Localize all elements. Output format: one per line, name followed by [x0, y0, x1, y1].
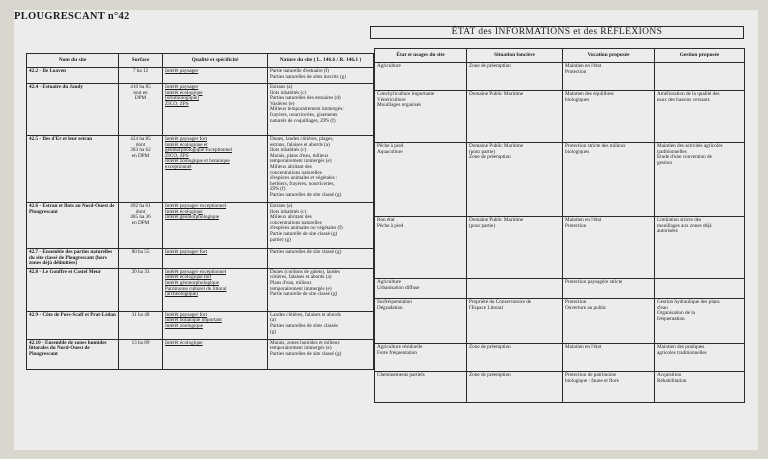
cell-line: (a)	[270, 317, 276, 324]
cell-line: Intérêt paysager fort	[165, 136, 208, 142]
cell-gestion	[655, 91, 745, 143]
cell-line: Maintien en l'état	[565, 344, 602, 350]
cell-fonciere	[467, 279, 563, 299]
table-row	[27, 249, 374, 269]
cell-line: Marais, plans d'eau, milieux	[270, 152, 329, 159]
site-name: 42.2 - Ile Loaven	[27, 68, 119, 84]
cell-line: Intérêt zoologique	[165, 322, 203, 329]
table-row	[375, 279, 745, 299]
cell-line: Intérêt géomorphologique	[165, 214, 220, 221]
site-nature	[268, 339, 374, 369]
table-row	[375, 299, 745, 344]
cell-line: Étude d'une convention de	[657, 154, 712, 161]
cell-line: Marais, zones humides et milieux	[270, 339, 340, 346]
cell-line: Protection	[565, 68, 587, 75]
cell-line: Parties naturelles de site classé (g)	[270, 249, 342, 255]
cell-line: Pêche à pied	[377, 143, 404, 149]
document-title: PLOUGRESCANT n°42	[14, 11, 130, 22]
cell-line: Estrans (a)	[270, 203, 293, 209]
cell-line: Domaine Public Maritime	[469, 91, 524, 97]
table-row	[375, 372, 745, 403]
cell-line: tout en	[133, 89, 148, 96]
cell-line: Partie naturelle de site classé (g)	[270, 291, 338, 298]
cell-line: 383 ha 62	[130, 147, 151, 154]
table-row	[375, 63, 745, 91]
cell-line: Zone de préemption	[469, 63, 511, 69]
table-row	[27, 339, 374, 369]
cell-line: dont	[135, 141, 146, 148]
site-surface	[119, 268, 163, 311]
cell-line: herbiers, frayères, nourriceries,	[270, 180, 335, 187]
header-gestion: Gestion proposée	[655, 49, 745, 63]
cell-line: Protection	[565, 299, 587, 305]
cell-line: ZICO, ZPS	[165, 100, 189, 107]
cell-line: Organisation de la	[657, 310, 695, 317]
cell-line: Parties naturelles des estuaires (d)	[270, 95, 341, 102]
table-row	[27, 84, 374, 136]
cell-line: Bon état	[377, 217, 395, 223]
cell-line: 80 ha 55	[131, 249, 150, 255]
cell-line: concentrations naturelles	[270, 169, 322, 176]
cell-gestion	[655, 217, 745, 279]
cell-line: Ilots inhabités (c)	[270, 147, 307, 154]
cell-line: naturels de coquillages, ZPS (f)	[270, 117, 336, 124]
cell-vocation	[563, 143, 655, 217]
cell-gestion	[655, 299, 745, 344]
cell-line: 13 ha 89	[131, 339, 150, 346]
cell-line: en DPM	[131, 219, 150, 226]
cell-line: Zone de préemption	[469, 154, 511, 161]
site-surface	[119, 68, 163, 84]
cell-fonciere	[467, 299, 563, 344]
cell-fonciere	[467, 217, 563, 279]
cell-line: Cheminements partiels	[377, 372, 425, 378]
site-qualite	[163, 84, 268, 136]
cell-line: (archéologique)	[165, 291, 198, 298]
cell-line: mouillages aux zones déjà	[657, 222, 712, 229]
cell-line: Pêche à pied	[377, 222, 404, 229]
table-row	[27, 136, 374, 203]
cell-line: Intérêt géomorphologique	[165, 279, 220, 286]
cell-line: agricoles traditionnelles	[657, 349, 707, 356]
cell-line: Maintien en l'état	[565, 217, 602, 223]
site-qualite	[163, 311, 268, 339]
cell-line: Protection paysagère stricte	[565, 279, 623, 285]
cell-line: 410 ha 85	[130, 84, 151, 90]
cell-line: temporairement immergés (e)	[270, 285, 332, 292]
cell-line: Milieux abritant des	[270, 214, 312, 221]
site-qualite	[163, 68, 268, 84]
site-nature	[268, 249, 374, 269]
cell-line: Dunes (cordons de galets), landes	[270, 268, 340, 275]
cell-line: Parties naturelles de site classé (g)	[270, 350, 342, 357]
cell-line: Parties naturelles de sites classés	[270, 322, 338, 329]
cell-line: Intérêt écologique	[165, 89, 203, 96]
cell-line: 424 ha 85	[130, 136, 151, 142]
cell-vocation	[563, 299, 655, 344]
cell-line: Estrans (a)	[270, 84, 293, 90]
cell-line: en DPM	[131, 152, 150, 159]
cell-etat	[375, 91, 467, 143]
site-surface	[119, 249, 163, 269]
cell-fonciere	[467, 372, 563, 403]
cell-line: Surfréquentation	[377, 299, 412, 305]
cell-line: Réhabilitation	[657, 377, 687, 384]
cell-gestion	[655, 372, 745, 403]
site-nature	[268, 136, 374, 203]
cell-line: Intérêt écologique fort	[165, 274, 212, 281]
cell-line: Plans d'eau, milieux	[270, 279, 312, 286]
cell-line: gestion	[657, 159, 672, 166]
cell-etat	[375, 143, 467, 217]
cell-line: Ilots inhabités (c)	[270, 89, 307, 96]
cell-fonciere	[467, 344, 563, 372]
cell-line: 20 ha 33	[131, 268, 150, 275]
table-row	[27, 203, 374, 249]
cell-line: l'Espace Littoral	[469, 304, 503, 311]
cell-line: (pour partie)	[469, 222, 496, 229]
cell-etat	[375, 63, 467, 91]
cell-line: Agriculture	[377, 63, 401, 69]
cell-line: Protection stricte des milieux	[565, 143, 626, 149]
cell-etat	[375, 372, 467, 403]
cell-line: Dégradation	[377, 304, 403, 311]
table-row	[375, 344, 745, 372]
table-row	[27, 311, 374, 339]
cell-line: DPM	[134, 95, 147, 102]
cell-gestion	[655, 63, 745, 91]
site-nature	[268, 84, 374, 136]
cell-line: Partie naturelle de site classé (g)	[270, 230, 338, 237]
site-surface	[119, 311, 163, 339]
cell-line: Intérêt botanique important	[165, 317, 222, 324]
cell-line: Maintien des pratiques	[657, 344, 705, 350]
cell-line: d'espèces animales et végétales :	[270, 175, 338, 182]
cell-line: Vasières (e)	[270, 100, 295, 107]
cell-fonciere	[467, 143, 563, 217]
cell-line: Intérêt paysager exceptionnel	[165, 268, 227, 275]
cell-line: dont	[135, 208, 146, 215]
cell-line: Zone de préemption	[469, 344, 511, 350]
cell-line: ZPS (f)	[270, 186, 286, 193]
cell-line: Gestion hydraulique des plans	[657, 299, 720, 305]
cell-etat	[375, 279, 467, 299]
header-vocation: Vocation proposée	[563, 49, 655, 63]
header-situation-fonciere: Situation foncière	[467, 49, 563, 63]
site-qualite	[163, 339, 268, 369]
cell-fonciere	[467, 63, 563, 91]
cell-gestion	[655, 143, 745, 217]
cell-line: Maintien des activités agricoles	[657, 143, 723, 149]
cell-line: d'eau	[657, 304, 668, 311]
header-nom-du-site: Nom du site	[27, 54, 119, 68]
cell-line: 31 ha 48	[131, 311, 150, 318]
cell-line: Maintien des équilibres	[565, 91, 614, 97]
cell-line: autorisées	[657, 228, 678, 235]
cell-line: Parties naturelles de sites inscrits (g)	[270, 73, 346, 80]
cell-line: 485 ha 36	[130, 214, 151, 221]
site-name: 42.7 - Ensemble des parties naturelles du site classé de Plougrescant (hors zones déjà délimitées)	[27, 249, 119, 269]
cell-line: Propriété du Conservatoire de	[469, 299, 532, 305]
site-nature	[268, 68, 374, 84]
cell-gestion	[655, 344, 745, 372]
site-description-table	[26, 53, 374, 370]
cell-line: Mouillages organisés	[377, 102, 422, 109]
cell-etat	[375, 299, 467, 344]
cell-line: estrans, falaises et abords (a)	[270, 141, 330, 148]
cell-line: Conchyliculture importante	[377, 91, 435, 97]
cell-line: (g)	[270, 328, 277, 335]
cell-line: Forte fréquentation	[377, 349, 417, 356]
cell-line: fréquentation	[657, 315, 685, 322]
site-qualite	[163, 268, 268, 311]
cell-line: Aquaculture	[377, 148, 403, 155]
cell-line: Intérêt paysager	[165, 68, 199, 74]
cell-line: Partie naturelle d'estuaire (f)	[270, 68, 329, 74]
cell-line: (pour partie)	[469, 148, 496, 155]
site-name: 42.10 - Ensemble de zones humides littorales du Nord-Ouest de Plougrescant	[27, 339, 119, 369]
site-qualite	[163, 203, 268, 249]
cell-line: Agriculture résiduelle	[377, 344, 423, 350]
cell-line: Patrimoine culturel du littoral	[165, 285, 227, 292]
cell-line: traditionnelles	[657, 148, 687, 155]
header-surface: Surface	[119, 54, 163, 68]
cell-fonciere	[467, 91, 563, 143]
site-qualite	[163, 249, 268, 269]
cell-line: Milieux temporairement immergés:	[270, 106, 344, 113]
site-name: 42.4 - Estuaire du Jaudy	[27, 84, 119, 136]
cell-line: Dunes, landes côtières, plages,	[270, 136, 334, 142]
cell-vocation	[563, 63, 655, 91]
cell-line: côtières, falaises et abords (a)	[270, 274, 332, 281]
cell-line: Protection de patrimoine	[565, 372, 617, 378]
site-surface	[119, 136, 163, 203]
cell-line: concentrations naturelles	[270, 219, 322, 226]
cell-line: frayères, nourriceries, gisements	[270, 111, 338, 118]
cell-line: Intérêt paysager	[165, 84, 199, 90]
cell-line: Intérêt zoologique et botanique	[165, 158, 230, 165]
cell-line: 7 ha 12	[132, 68, 149, 74]
cell-etat	[375, 217, 467, 279]
cell-line: eaux des bassins versants	[657, 96, 710, 103]
cell-line: Protection	[565, 222, 587, 229]
site-surface	[119, 84, 163, 136]
cell-line: Intérêt paysager fort	[165, 311, 208, 318]
site-nature	[268, 203, 374, 249]
site-surface	[119, 339, 163, 369]
cell-etat	[375, 344, 467, 372]
cell-line: biologique : faune et flore	[565, 377, 619, 384]
cell-line: Parties naturelles de site classé (g)	[270, 191, 342, 198]
site-nature	[268, 311, 374, 339]
cell-line: Ilots inhabités (c)	[270, 208, 307, 215]
site-qualite	[163, 136, 268, 203]
cell-gestion	[655, 279, 745, 299]
cell-vocation	[563, 91, 655, 143]
cell-line: Zone de préemption	[469, 372, 511, 378]
cell-line: Intérêt paysager fort	[165, 249, 208, 255]
table-row	[375, 91, 745, 143]
cell-line: Limitation stricte des	[657, 217, 702, 223]
cell-line: ZICO, ZPS	[165, 152, 189, 159]
cell-line: Milieux abritant des	[270, 163, 312, 170]
cell-line: Vénériculture	[377, 96, 406, 103]
cell-line: Agriculture	[377, 279, 401, 285]
cell-line: exceptionnel	[165, 163, 192, 170]
cell-vocation	[563, 344, 655, 372]
cell-line: d'espèces animales ou végétales (f)	[270, 225, 343, 232]
cell-line: Domaine Public Maritime	[469, 143, 524, 149]
header-qualite: Qualité et spécificité	[163, 54, 268, 68]
cell-line: géomorphologique exceptionnel	[165, 147, 232, 154]
header-nature: Nature du site ( L. 146.6 / R. 146.1 )	[268, 54, 374, 68]
information-reflection-table	[374, 48, 745, 403]
cell-line: Acquisition	[657, 372, 682, 378]
cell-line: partie) (g)	[270, 236, 291, 243]
cell-line: Ouverture au public	[565, 304, 607, 311]
site-name: 42.6 - Estran et Ilots au Nord-Ouest de Plougrescant	[27, 203, 119, 249]
cell-line: temporairement immergés (e)	[270, 345, 332, 352]
cell-vocation	[563, 279, 655, 299]
site-name: 42.9 - Côte de Pors-Scaff et Prat-Lédan	[27, 311, 119, 339]
site-surface	[119, 203, 163, 249]
cell-vocation	[563, 372, 655, 403]
site-name: 42.5 - Iles d'Er et leur estran	[27, 136, 119, 203]
cell-line: Intérêt écologique et	[165, 141, 208, 148]
table-row	[27, 268, 374, 311]
right-panel-title: ÉTAT des INFORMATIONS et des RÉFLEXIONS	[370, 26, 744, 39]
table-row	[375, 143, 745, 217]
table-row	[375, 217, 745, 279]
cell-line: biologiques	[565, 96, 590, 103]
table-row	[27, 68, 374, 84]
cell-line: biologiques	[565, 148, 590, 155]
cell-line: Maintien en l'état	[565, 63, 602, 69]
cell-line: Amélioration de la qualité des	[657, 91, 720, 97]
cell-vocation	[563, 217, 655, 279]
cell-line: temporairement immergés (e)	[270, 158, 332, 165]
site-nature	[268, 268, 374, 311]
cell-line: Intérêt paysager exceptionnel	[165, 203, 227, 209]
site-name: 42.8 - Le Gouffre et Castel Meur	[27, 268, 119, 311]
cell-line: Intérêt écologique	[165, 339, 203, 346]
cell-line: Domaine Public Maritime	[469, 217, 524, 223]
cell-line: Urbanisation diffuse	[377, 284, 420, 291]
cell-line: Landes côtières, falaises et abords	[270, 311, 341, 318]
header-etat-usages: État et usages du site	[375, 49, 467, 63]
cell-line: Intérêt écologique	[165, 208, 203, 215]
cell-line: 492 ha 61	[130, 203, 151, 209]
cell-line: (ornithologique)	[165, 95, 199, 102]
